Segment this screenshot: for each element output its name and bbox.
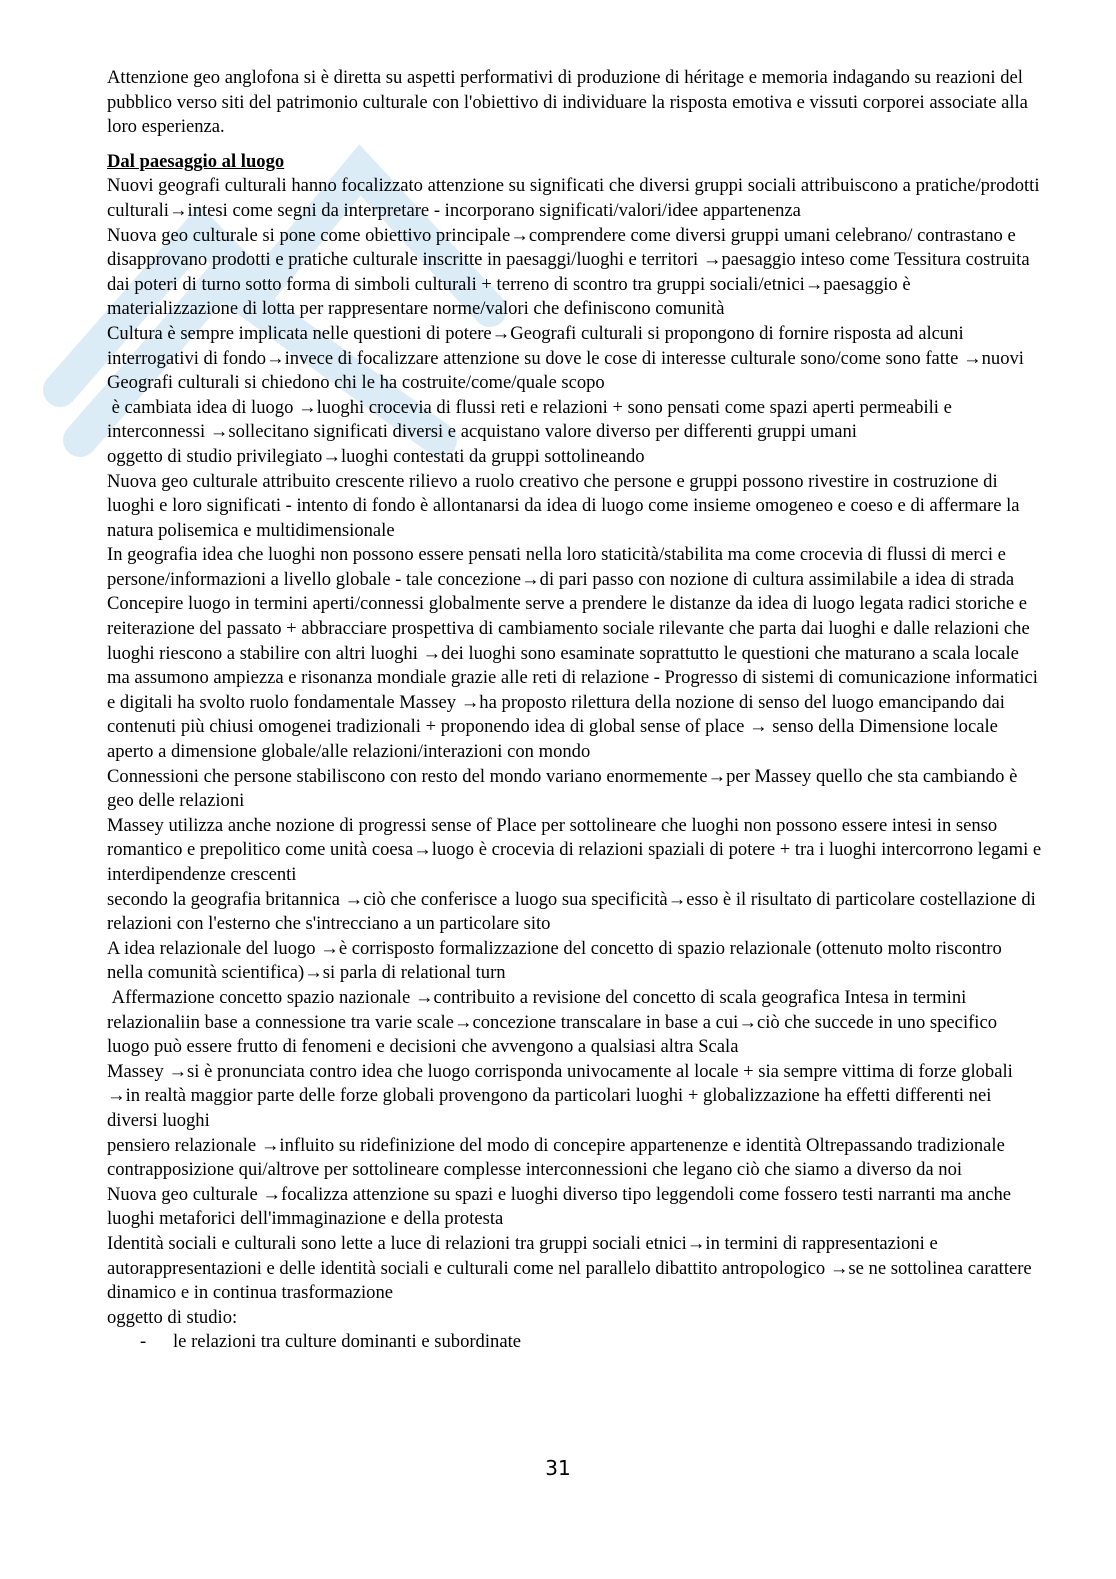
paragraph: In geografia idea che luoghi non possono essere pensati nella loro staticità/stabilita ma come crocevia di flussi di merci e persone/informazioni a livello globale - tale concezione→di pari passo con nozione di cultura assimilabile a idea di strada <box>107 544 1015 590</box>
list-item-text: le relazioni tra culture dominanti e subordinate <box>173 1331 521 1353</box>
document-page <box>107 66 1042 1355</box>
paragraph: Nuovi geografi culturali hanno focalizzato attenzione su significati che diversi gruppi sociali attribuiscono a pratiche/prodotti culturali→intesi come segni da interpretare - incorporano significati/valori/idee appartenenza <box>107 175 1040 221</box>
paragraph: Massey utilizza anche nozione di progressi sense of Place per sottolineare che luoghi non possono essere intesi in senso romantico e prepolitico come unità coesa→luogo è crocevia di relazioni spaziali di potere + tra i luoghi intercorrono legami e interdipendenze crescenti <box>107 814 1042 885</box>
section-heading: Dal paesaggio al luogo <box>107 150 285 172</box>
paragraph: Nuova geo culturale →focalizza attenzione su spazi e luoghi diverso tipo leggendoli come fossero testi narranti ma anche luoghi metaforici dell'immaginazione e della protesta <box>107 1183 1012 1230</box>
paragraph: pensiero relazionale →influito su ridefinizione del modo di concepire appartenenze e identità Oltrepassando tradizionale contrapposizione qui/altrove per sottolineare complesse interconnessioni che legano ciò che siamo a diverso da noi <box>107 1134 1005 1181</box>
paragraph: oggetto di studio: <box>107 1306 238 1328</box>
paragraph: Cultura è sempre implicata nelle questioni di potere→Geografi culturali si propongono di fornire risposta ad alcuni interrogativi di fondo→invece di focalizzare attenzione su dove le cose di interesse culturale sono/come sono fatte →nuovi Geografi culturali si chiedono chi le ha costruite/come/quale scopo <box>107 322 1024 394</box>
paragraph: Massey →si è pronunciata contro idea che luogo corrisponda univocamente al locale + sia sempre vittima di forze globali →in realtà maggior parte delle forze globali provengono da particolari luoghi + globalizzazione ha effetti differenti nei diversi luoghi <box>107 1060 1013 1131</box>
paragraph: Connessioni che persone stabiliscono con resto del mondo variano enormemente→per Massey quello che sta cambiando è geo delle relazioni <box>107 765 1018 812</box>
paragraph: è cambiata idea di luogo →luoghi crocevia di flussi reti e relazioni + sono pensati come spazi aperti permeabili e interconnessi →sollecitano significati diversi e acquistano valore diverso per differenti gruppi umani <box>107 396 957 443</box>
paragraph: Nuova geo culturale si pone come obiettivo principale→comprendere come diversi gruppi umani celebrano/ contrastano e disapprovano prodotti e pratiche culturale inscritte in paesaggi/luoghi e territori →paesaggio inteso come Tessitura costruita dai poteri di turno sotto forma di simboli culturali + terreno di scontro tra gruppi sociali/etnici→paesaggio è materializzazione di lotta per rappresentare norme/valori che definiscono comunità <box>107 224 1030 320</box>
paragraph: Affermazione concetto spazio nazionale →contribuito a revisione del concetto di scala geografica Intesa in termini relazionaliin base a connessione tra varie scale→concezione transcalare in base a cui→ciò che succede in uno specifico luogo può essere frutto di fenomeni e decisioni che avvengono a qualsiasi altra Scala <box>107 986 1002 1058</box>
list-item <box>140 1330 1042 1355</box>
paragraph: Identità sociali e culturali sono lette a luce di relazioni tra gruppi sociali etnici→in termini di rappresentazioni e autorappresentazioni e delle identità sociali e culturali come nel parallelo dibattito antropologico →se ne sottolinea carattere dinamico e in continua trasformazione <box>107 1232 1032 1304</box>
paragraph: Nuova geo culturale attribuito crescente rilievo a ruolo creativo che persone e gruppi possono rivestire in costruzione di luoghi e loro significati - intento di fondo è allontanarsi da idea di luogo come insieme omogeneo e coeso e di affermare la natura polisemica e multidimensionale <box>107 470 1020 541</box>
intro-paragraph: Attenzione geo anglofona si è diretta su aspetti performativi di produzione di héritage e memoria indagando su reazioni del pubblico verso siti del patrimonio culturale con l'obiettivo di individuare la risposta emotiva e vissuti corporei associate alla loro esperienza. <box>107 67 1028 138</box>
bullet-marker: - <box>140 1331 147 1353</box>
paragraph: Concepire luogo in termini aperti/connessi globalmente serve a prendere le distanze da idea di luogo legata radici storiche e reiterazione del passato + abbracciare prospettiva di cambiamento sociale rilevante che parta dai luoghi e dalle relazioni che luoghi riescono a stabilire con altri luoghi →dei luoghi sono esaminate soprattutto le questioni che maturano a scala locale ma assumono ampiezza e risonanza mondiale grazie alle reti di relazione - Progresso di sistemi di comunicazione informatici e digitali ha svolto ruolo fondamentale Massey →ha proposto rilettura della nozione di senso del luogo emancipando dai contenuti più chiusi omogenei tradizionali + proponendo idea di global sense of place → senso della Dimensione locale aperto a dimensione globale/alle relazioni/interazioni con mondo <box>107 593 1038 763</box>
page-number: 31 <box>545 1456 571 1480</box>
paragraph: oggetto di studio privilegiato→luoghi contestati da gruppi sottolineando <box>107 445 645 467</box>
paragraph: secondo la geografia britannica →ciò che conferisce a luogo sua specificità→esso è il risultato di particolare costellazione di relazioni con l'esterno che s'intrecciano a un particolare sito <box>107 888 1036 935</box>
paragraph: A idea relazionale del luogo →è corrisposto formalizzazione del concetto di spazio relazionale (ottenuto molto riscontro nella comunità scientifica)→si parla di relational turn <box>107 937 1002 984</box>
bullet-list <box>107 1330 1042 1355</box>
